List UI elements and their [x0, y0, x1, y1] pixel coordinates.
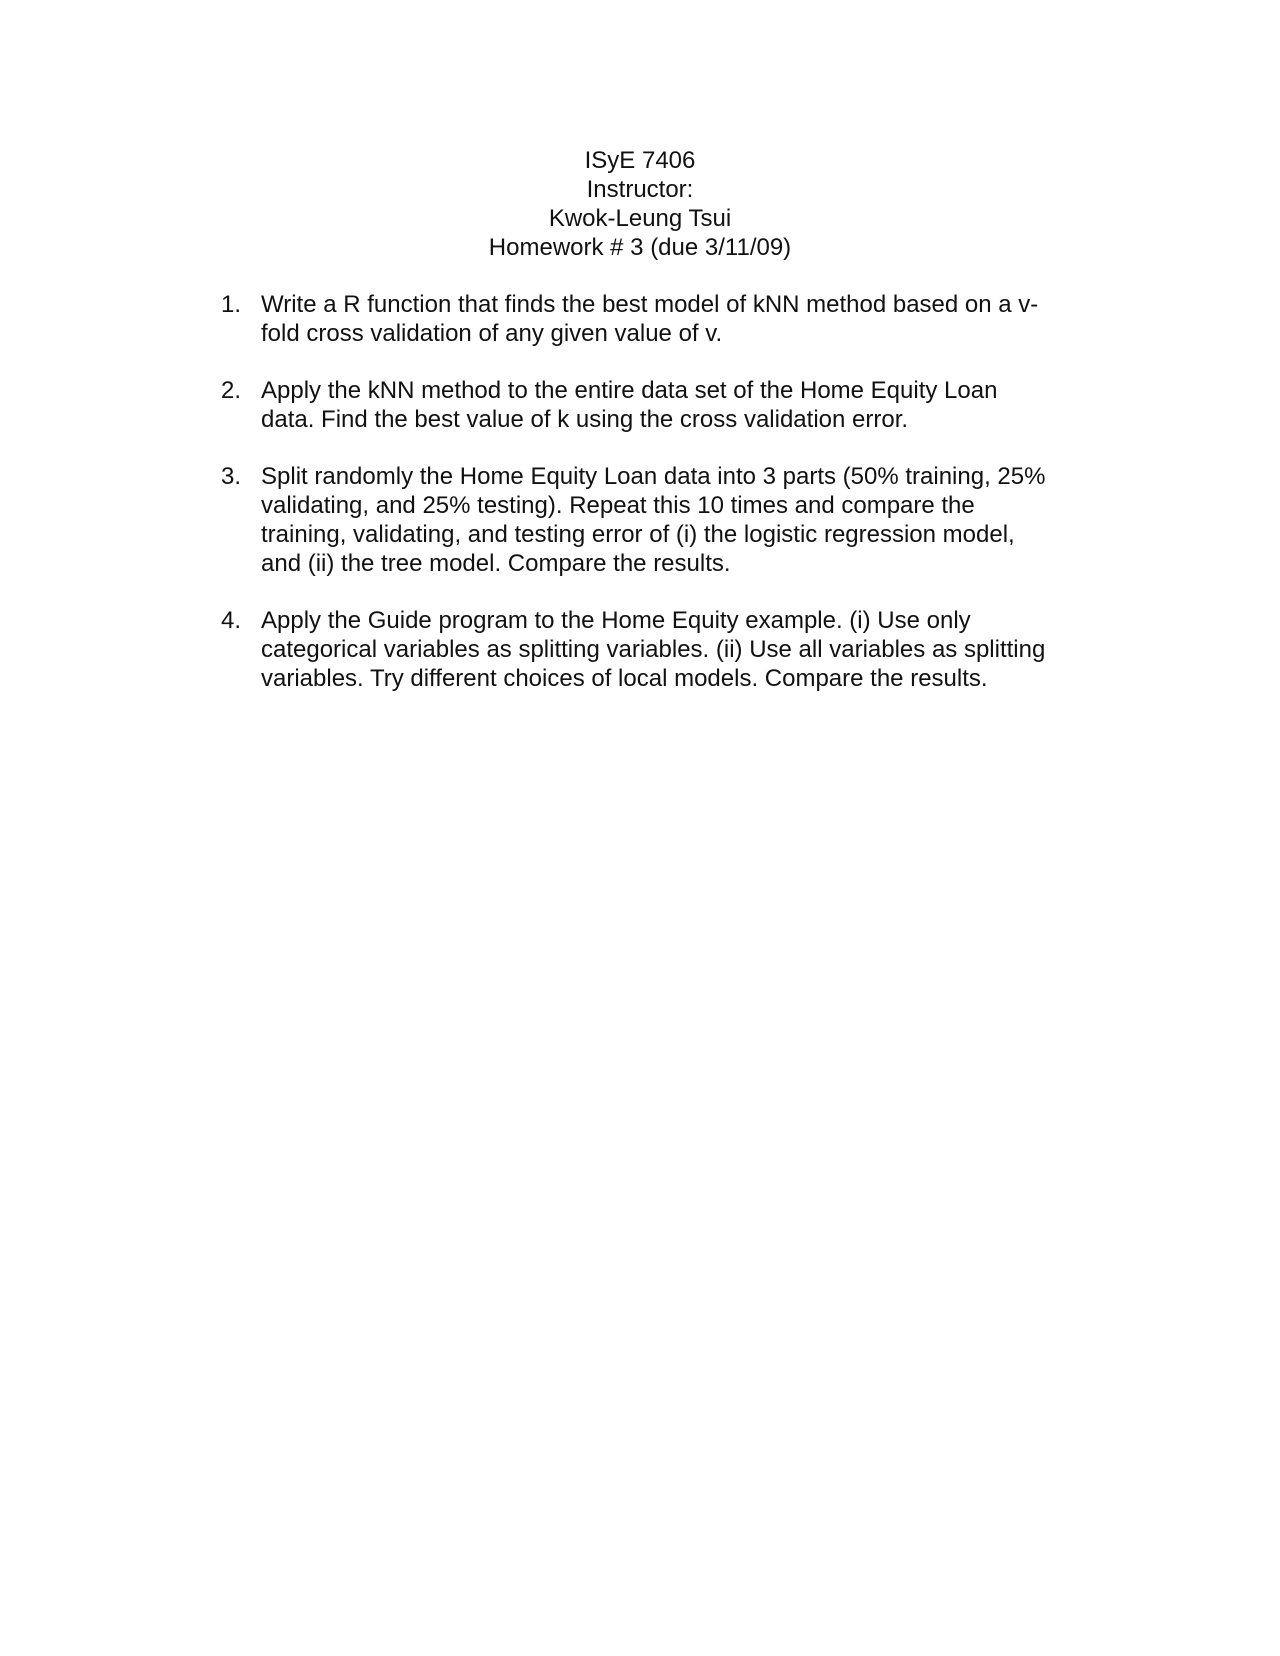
question-number: 1.	[221, 291, 242, 318]
question-number: 2.	[221, 377, 242, 404]
question-text-line: variables. Try different choices of local models. Compare the results.	[261, 665, 988, 692]
question-3	[221, 462, 1081, 578]
question-number: 4.	[221, 607, 242, 634]
question-text-line: Apply the kNN method to the entire data set of the Home Equity Loan	[261, 377, 998, 404]
course-title: ISyE 7406	[584, 147, 696, 174]
question-text-line: categorical variables as splitting variables. (ii) Use all variables as splitting	[261, 636, 1046, 663]
document-header	[0, 146, 1280, 262]
question-text-line: data. Find the best value of k using the cross validation error.	[261, 406, 909, 433]
instructor-name: Kwok-Leung Tsui	[548, 205, 732, 232]
homework-title: Homework # 3 (due 3/11/09)	[488, 234, 792, 261]
question-1	[221, 290, 1081, 348]
question-text-line: Apply the Guide program to the Home Equity example. (i) Use only	[261, 607, 971, 634]
question-text-line: Split randomly the Home Equity Loan data into 3 parts (50% training, 25%	[261, 463, 1046, 490]
question-text-line: validating, and 25% testing). Repeat this 10 times and compare the	[261, 492, 975, 519]
question-text-line: Write a R function that finds the best model of kNN method based on a v-	[261, 291, 1039, 318]
question-text-line: training, validating, and testing error of (i) the logistic regression model,	[261, 521, 1015, 548]
question-text-line: and (ii) the tree model. Compare the results.	[261, 550, 731, 577]
question-2	[221, 376, 1081, 434]
question-text-line: fold cross validation of any given value of v.	[261, 320, 723, 347]
question-list	[221, 290, 1081, 721]
question-number: 3.	[221, 463, 242, 490]
instructor-label: Instructor:	[586, 176, 694, 203]
question-4	[221, 606, 1081, 693]
